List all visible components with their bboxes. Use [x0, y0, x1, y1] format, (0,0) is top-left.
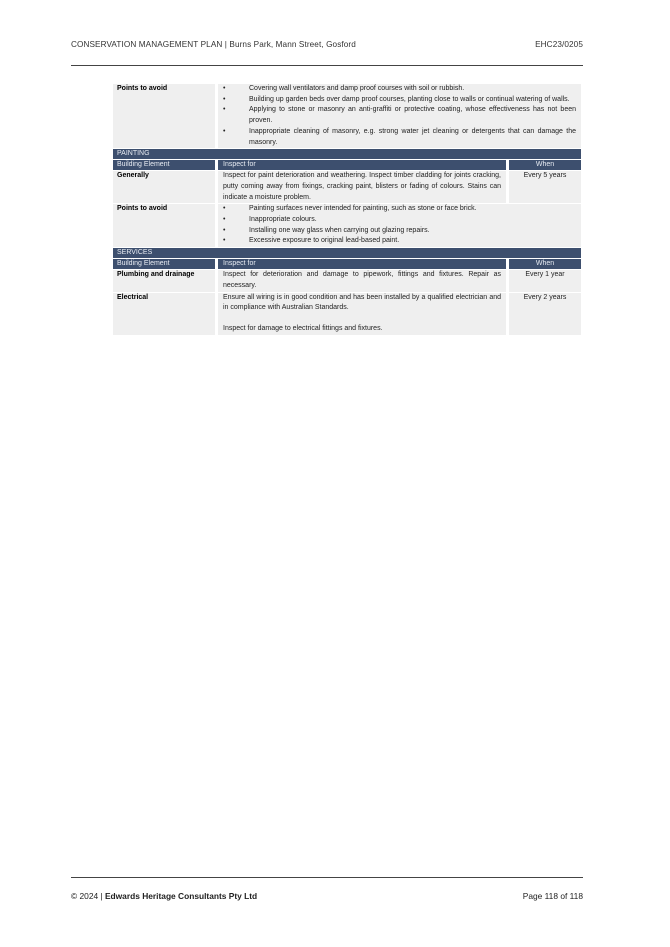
column-header-when: When [535, 260, 555, 268]
inspect-paragraph: Inspect for damage to electrical fittings and fixtures. [223, 324, 383, 332]
section-heading-services: SERVICES [113, 248, 581, 259]
list-item: • Covering wall ventilators and damp proof courses with soil or rubbish. [223, 84, 576, 95]
bullet-list [223, 204, 576, 247]
list-item: • Applying to stone or masonry an anti-graffiti or protective coating, whose effectiveness has not been proven. [223, 105, 576, 126]
row-when: Every 2 years [509, 293, 581, 335]
list-item: • Painting surfaces never intended for painting, such as stone or face brick. [223, 204, 576, 215]
column-header-row [113, 259, 581, 270]
list-item: • Installing one way glass when carrying out glazing repairs. [223, 226, 576, 237]
table-row [113, 84, 581, 149]
list-item: • Inappropriate cleaning of masonry, e.g. strong water jet cleaning or detergents that can damage the masonry. [223, 127, 576, 148]
row-element: Points to avoid [113, 204, 215, 247]
table-row [113, 171, 581, 204]
list-item: • Building up garden beds over damp proof courses, planting close to walls or continual watering of walls. [223, 95, 576, 106]
bullet-list [223, 84, 576, 148]
column-header-inspect: Inspect for [215, 160, 509, 170]
page-number: Page 118 of 118 [522, 891, 583, 901]
company-name: Edwards Heritage Consultants Pty Ltd [104, 891, 258, 901]
copyright-text: © 2024 | [71, 891, 103, 901]
column-header-when: When [535, 161, 555, 169]
row-inspect [215, 204, 581, 247]
column-header-inspect: Inspect for [215, 259, 509, 269]
row-element: Electrical [113, 293, 215, 335]
row-element: Plumbing and drainage [113, 270, 215, 291]
row-element: Generally [113, 171, 215, 203]
maintenance-table [113, 84, 581, 336]
column-header-row [113, 160, 581, 171]
row-inspect [215, 293, 509, 335]
section-heading-painting: PAINTING [113, 149, 581, 160]
document-reference: EHC23/0205 [535, 40, 583, 49]
footer-credit [71, 891, 257, 901]
header-divider [71, 65, 583, 66]
row-inspect: Inspect for deterioration and damage to pipework, fittings and fixtures. Repair as necessary. [215, 270, 509, 291]
row-when: Every 1 year [509, 270, 581, 291]
footer-divider [71, 877, 583, 878]
page-header [71, 40, 583, 54]
row-when: Every 5 years [509, 171, 581, 203]
document-title: CONSERVATION MANAGEMENT PLAN | Burns Park, Mann Street, Gosford [71, 40, 356, 49]
table-row [113, 293, 581, 336]
table-row [113, 270, 581, 292]
column-header-element: Building Element [117, 260, 170, 268]
row-inspect: Inspect for paint deterioration and weathering. Inspect timber cladding for joints cracking, putty coming away from fixings, cracking paint, blisters or fading of colours. Stains can indicate a moisture problem. [215, 171, 509, 203]
table-row [113, 204, 581, 248]
row-element: Points to avoid [113, 84, 215, 148]
row-inspect [215, 84, 581, 148]
list-item: • Inappropriate colours. [223, 215, 576, 226]
paragraph-gap [223, 314, 501, 324]
inspect-paragraph: Ensure all wiring is in good condition and has been installed by a qualified electrician and in compliance with Australian Standards. [223, 293, 501, 312]
column-header-element: Building Element [117, 161, 170, 169]
list-item: • Excessive exposure to original lead-based paint. [223, 236, 576, 247]
